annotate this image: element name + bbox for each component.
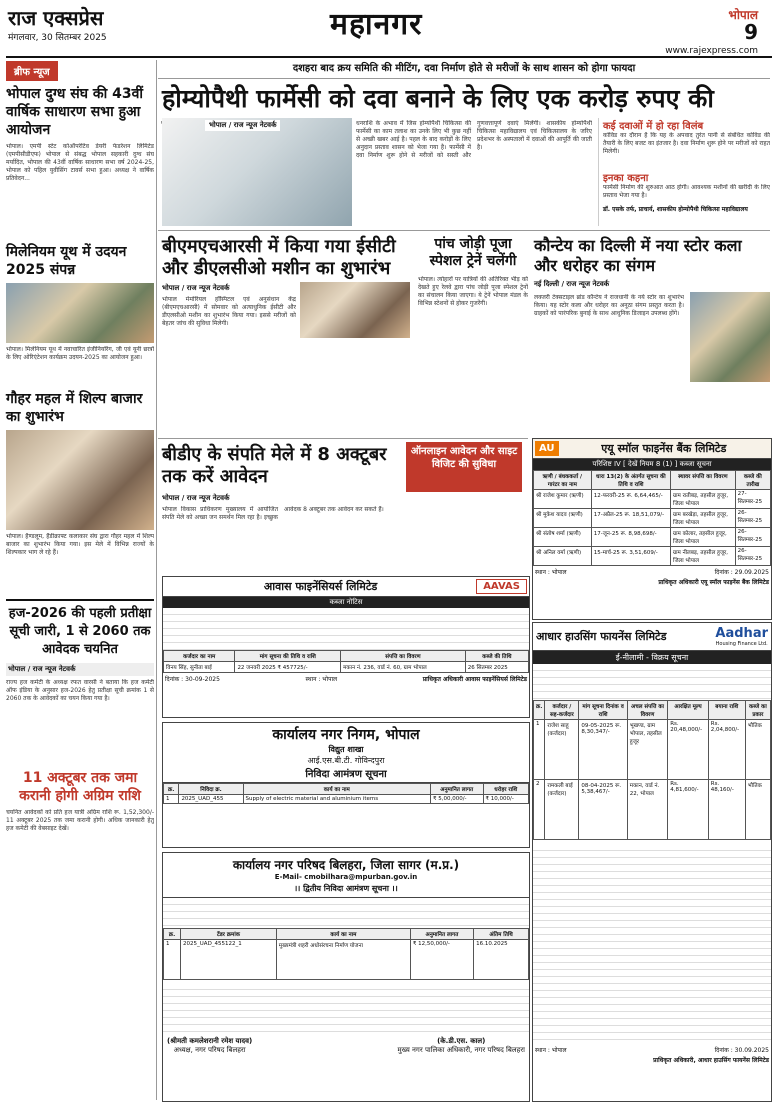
- banner-strip: दशहरा बाद क्रय समिति की मीटिंग, दवा निर्माण होते से मरीजों के साथ शासन को होगा फायदा: [158, 60, 770, 79]
- brief-item-text: भोपाल। मिलेनियम यूथ में नवाचारित इंजीनियरिंग, जी एवं यूनी छात्रों के लिए ओरिएंटेशन कार्यक्रम उदयन-2025 का आयोजन हुआ।: [6, 346, 154, 361]
- nigam-col-header: क्र.: [164, 784, 179, 795]
- aavas-subtitle: कब्जा नोटिस: [163, 597, 529, 608]
- header-divider: [6, 56, 772, 58]
- website-link[interactable]: www.rajexpress.com: [665, 46, 758, 56]
- aadhar-notice-body: [533, 664, 771, 700]
- hajj-subheadline: 11 अक्टूबर तक जमा करानी होगी अग्रिम राशि: [19, 770, 141, 804]
- bilhara-sign-left-role: अध्यक्ष, नगर परिषद बिलहरा: [173, 1046, 246, 1054]
- bilhara-email: E-Mail- cmobilhara@mpurban.gov.in: [274, 873, 418, 881]
- table-row: [534, 509, 771, 528]
- table-row: [164, 662, 529, 673]
- aavas-notice-body: [163, 608, 529, 650]
- aadhar-sign: प्राधिकृत अधिकारी, आधार हाउसिंग फायनेंस लिमिटेड: [653, 1057, 769, 1064]
- bilhara-cell: मुख्यमंत्री शहरी अधोसंरचना निर्माण योजना: [276, 940, 410, 980]
- nigam-table: [163, 783, 529, 804]
- city-label: भोपाल: [728, 8, 758, 22]
- aadhar-ad: [532, 622, 772, 1102]
- bilhara-col-header: क्र.: [164, 929, 181, 940]
- aadhar-cell: भौतिक: [745, 720, 770, 780]
- au-place: स्थान : भोपाल: [535, 569, 567, 576]
- quote-text: फार्मेसी निर्माण की शुरुआत आठ होगी। आवश्यक मशीनों की खरीदी के लिए प्रस्ताव भेजा गया है।: [603, 184, 770, 199]
- aadhar-subtitle: ई-नीलामी - विक्रय सूचना: [533, 651, 771, 664]
- lead-text: धनराशि के अभाव में जिस होम्योपैथी चिकित्सा की फार्मेसी का काम तलाश का उनके लिए भी कुछ नहीं से अच्छी खबर आई है। पहल के बाद करोड़ों के लिए अनुदान प्रस्ताव शासन को भेजा गया है। फार्मेसी में दवा निर्माण शुरू होने से मरीजों को सस्ती और गुणवत्तापूर्ण दवाएं मिलेंगी। शासकीय होम्योपैथी चिकित्सा महाविद्यालय एवं चिकित्सालय के जरिए प्रदेशभर के अस्पतालों में दवाओं की आपूर्ति की जाती है।: [356, 120, 592, 159]
- aavas-col-header: कब्जे की तिथि: [465, 651, 528, 662]
- nigam-cell: ₹ 5,00,000/-: [430, 795, 483, 804]
- bilhara-table: [163, 928, 529, 980]
- aadhar-col-header: आरक्षित मूल्य: [668, 701, 709, 720]
- aavas-logo: AAVAS: [476, 579, 527, 594]
- hajj-text: राज्य हज कमेटी के अध्यक्ष रफत वारसी ने बताया कि हज कमेटी ऑफ इंडिया के अनुसार हज-2026 हेतु प्रतीक्षा सूची क्रमांक 1 से 2060 तक के आवेदकों का चयन किया गया है।: [6, 679, 154, 702]
- section-divider: [158, 438, 528, 439]
- au-cell: श्री अनिल वर्मा (ऋणी): [534, 547, 592, 566]
- brief-item-title: मिलेनियम यूथ में उदयन 2025 संपन्न: [6, 244, 127, 278]
- bilhara-cell: 2025_UAD_455122_1: [181, 940, 277, 980]
- bilhara-notice: ।। द्वितीय निविदा आमंत्रण सूचना ।।: [294, 884, 398, 893]
- au-logo: AU: [535, 441, 559, 456]
- hajj-headline: हज-2026 की पहली प्रतीक्षा सूची जारी, 1 से 2060 तक आवेदक चयनित: [8, 606, 152, 657]
- lead-sidebar: [598, 118, 770, 226]
- bda-badge: ऑनलाइन आवेदन और साइट विजिट की सुविधा: [406, 442, 522, 492]
- au-cell: 27-सितम्बर-25: [735, 490, 770, 509]
- au-title: एयू स्मॉल फाइनेंस बैंक लिमिटेड: [601, 442, 727, 455]
- section-divider: [158, 230, 770, 231]
- bilhara-sign-left: (श्रीमती कमलेशरानी रमेश यादव): [167, 1037, 253, 1045]
- au-table: [533, 470, 771, 566]
- aadhar-cell: भौतिक: [745, 780, 770, 840]
- aavas-place: स्थान : भोपाल: [305, 676, 338, 683]
- trains-headline: पांच जोड़ी पूजा स्पेशल ट्रेनें चलेंगी: [429, 236, 517, 269]
- aadhar-place: स्थान : भोपाल: [535, 1047, 567, 1054]
- aadhar-col-header: अचल संपत्ति का विवरण: [627, 701, 667, 720]
- bilhara-cell: 1: [164, 940, 181, 980]
- au-cell: श्री राजेश कुमार (ऋणी): [534, 490, 592, 509]
- aadhar-table: [533, 700, 771, 840]
- store-byline: नई दिल्ली / राज न्यूज नेटवर्क: [534, 280, 610, 288]
- table-row: [534, 720, 771, 780]
- issue-date: मंगलवार, 30 सितम्बर 2025: [8, 33, 107, 43]
- aadhar-cell: Rs. 48,160/-: [708, 780, 745, 840]
- sidebar-text: कोविड का दौरान है कि यह के अपवाद तुरंत पानी से संबंधित कोविड की तैयारी के लिए बजट का इंतजार है। दवा निर्माण शुरू होने पर मरीजों को राहत मिलेगी।: [603, 132, 770, 155]
- aavas-ad: [162, 576, 530, 718]
- bmhrc-byline: भोपाल / राज न्यूज नेटवर्क: [162, 284, 230, 292]
- aavas-sign: प्राधिकृत अधिकारी आवास फाइनेंसियर्स लिमिटेड: [422, 676, 527, 683]
- bilhara-col-header: कार्य का नाम: [276, 929, 410, 940]
- au-col-header: ऋणी / बंधककर्ता / गारंटर का नाम: [534, 471, 592, 490]
- bilhara-col-header: टेंडर क्रमांक: [181, 929, 277, 940]
- aadhar-cell: राजेश साहू (कर्जदार): [545, 720, 579, 780]
- store-text: लक्जरी टेक्सटाइल ब्रांड कौन्टेय ने राजधानी के नये स्टोर का शुभारंभ किया। यह स्टोर कला और धरोहर का अनूठा संगम प्रस्तुत करता है। ग्राहकों को पारंपरिक बुनाई के साथ आधुनिक डिजाइन उपलब्ध होंगे।: [534, 294, 684, 317]
- au-sign: प्राधिकृत अधिकारी एयू स्मॉल फाइनेंस बैंक लिमिटेड: [658, 579, 769, 586]
- brief-news-tag: ब्रीफ न्यूज: [6, 61, 58, 81]
- event-photo: [6, 283, 154, 343]
- brief-item-title: भोपाल दुग्ध संघ की 43वीं वार्षिक साधारण सभा हुआ आयोजन: [6, 86, 144, 138]
- bmhrc-headline: बीएमएचआरसी में किया गया ईसीटी और डीएलसीओ मशीन का शुभारंभ: [162, 236, 396, 279]
- bilhara-terms: [163, 983, 529, 1033]
- aadhar-cell: Rs. 4,81,600/-: [668, 780, 709, 840]
- lead-byline: भोपाल / राज न्यूज नेटवर्क: [205, 120, 280, 131]
- bilhara-sign-right: (के.डी.एस. काल): [437, 1037, 486, 1045]
- nigam-notice: निविदा आमंत्रण सूचना: [305, 769, 387, 780]
- aadhar-col-header: कब्जे का प्रकार: [745, 701, 770, 720]
- nigam-cell: 1: [164, 795, 179, 804]
- section-title: महानगर: [330, 7, 423, 42]
- aadhar-cell: 1: [534, 720, 545, 780]
- au-col-header: कब्जे की तारीख: [735, 471, 770, 490]
- au-cell: ग्राम बरखेड़ा, तहसील हुजूर, जिला भोपाल: [671, 509, 736, 528]
- nigam-title: कार्यालय नगर निगम, भोपाल: [272, 727, 420, 743]
- byline: भोपाल / राज न्यूज नेटवर्क: [6, 663, 154, 676]
- bilhara-col-header: अनुमानित लागत: [410, 929, 473, 940]
- aavas-cell: 26 सितम्बर 2025: [465, 662, 528, 673]
- aadhar-cell: रामकली बाई (कर्जदार): [545, 780, 579, 840]
- brief-item-text: भोपाल। हैण्डलूम, हैंडीक्राफ्ट कलाकार संघ द्वारा गौहर महल में शिल्प बाजार का शुभारंभ किया गया। इस मेले में विभिन्न राज्यों के शिल्पकार भाग ले रहे हैं।: [6, 533, 154, 556]
- au-subtitle: परिशिष्ट IV [ देखें नियम 8 (1) ] कब्जा सूचना: [533, 459, 771, 470]
- au-col-header: धारा 13(2) के अंतर्गत सूचना की तिथि व राशि: [591, 471, 670, 490]
- newspaper-name: राज एक्सप्रेस: [8, 6, 104, 30]
- aavas-table: [163, 650, 529, 673]
- au-cell: 17-अप्रैल-25 रू. 18,51,079/-: [591, 509, 670, 528]
- bda-text: भोपाल विकास प्राधिकरण मुख्यालय में आयोजित संपति मेले को अच्छा जन समर्थन मिल रहा है। इच्छुक आवेदक 8 अक्टूबर तक आवेदन कर सकते हैं।: [162, 506, 384, 521]
- lead-headline: होम्योपैथी फार्मेसी को दवा बनाने के लिए एक करोड़ रुपए की: [162, 84, 714, 113]
- aadhar-col-header: क्र.: [534, 701, 545, 720]
- aadhar-date: दिनांक : 30.09.2025: [714, 1047, 769, 1054]
- bmhrc-text: भोपाल मेमोरियल हॉस्पिटल एवं अनुसंधान केंद्र (बीएमएचआरसी) में सोमवार को अत्याधुनिक ईसीटी और डीएलसीओ मशीन का शुभारंभ किया गया। इससे मरीजों को बेहतर जांच की सुविधा मिलेगी।: [162, 296, 296, 327]
- store-photo: [690, 292, 770, 382]
- bilhara-notice-body: [163, 898, 529, 928]
- column-divider: [156, 60, 157, 1100]
- aavas-col-header: मांग सूचना की तिथि व राशि: [235, 651, 341, 662]
- table-row: [164, 940, 529, 980]
- quote-title: इनका कहना: [603, 173, 649, 184]
- trains-text: भोपाल। त्योहारों पर यात्रियों की अतिरिक्त भीड़ को देखते हुए रेलवे द्वारा पांच जोड़ी पूजा स्पेशल ट्रेनों का संचालन किया जाएगा। ये ट्रेनें भोपाल मंडल के विभिन्न स्टेशनों से होकर गुजरेंगी।: [418, 276, 528, 307]
- aadhar-col-header: बयाना राशि: [708, 701, 745, 720]
- table-row: [534, 780, 771, 840]
- table-row: [534, 490, 771, 509]
- aadhar-terms: [533, 844, 771, 1044]
- au-date: दिनांक : 29.09.2025: [714, 569, 769, 576]
- au-bank-ad: [532, 438, 772, 620]
- nigam-col-header: निविदा क्र.: [179, 784, 243, 795]
- table-row: [164, 795, 529, 804]
- nigam-col-header: अनुमानित लागत: [430, 784, 483, 795]
- aadhar-cell: मकान, वार्ड नं. 22, भोपाल: [627, 780, 667, 840]
- nigam-subtitle: आई.एस.बी.टी. गोविन्दपुरा: [307, 756, 385, 765]
- nigam-cell: Supply of electric material and aluminium items: [243, 795, 430, 804]
- bilhara-ad: [162, 852, 530, 1102]
- aadhar-logo: Aadhar: [715, 626, 768, 641]
- medicine-photo: [162, 118, 352, 226]
- nagar-nigam-ad: [162, 722, 530, 848]
- aavas-title: आवास फाइनेंसियर्स लिमिटेड: [263, 580, 378, 593]
- aadhar-cell: Rs. 20,48,000/-: [668, 720, 709, 780]
- brief-column: [6, 60, 154, 1009]
- bilhara-cell: 16.10.2025: [474, 940, 529, 980]
- aadhar-logo-sub: Housing Finance Ltd.: [715, 641, 768, 647]
- aadhar-col-header: कर्जदार / सह-कर्जदार: [545, 701, 579, 720]
- au-col-header: स्थावर संपत्ति का विवरण: [671, 471, 736, 490]
- aavas-col-header: कर्जदार का नाम: [164, 651, 235, 662]
- hajj-subtext: चयनित आवेदकों को प्रति हज यात्री अग्रिम राशि रू. 1,52,300/- 11 अक्टूबर 2025 तक जमा करानी होगी। अधिक जानकारी हेतु हज कमेटी की वेबसाइट देखें।: [6, 809, 154, 832]
- nigam-cell: ₹ 10,000/-: [483, 795, 528, 804]
- bilhara-cell: ₹ 12,50,000/-: [410, 940, 473, 980]
- aavas-date: दिनांक : 30-09-2025: [165, 676, 220, 683]
- au-cell: 12-फरवरी-25 रू. 6,64,465/-: [591, 490, 670, 509]
- aavas-cell: विनय सिंह, सुनीता बाई: [164, 662, 235, 673]
- aavas-col-header: संपत्ति का विवरण: [341, 651, 466, 662]
- sidebar-title: कई दवाओं में हो रहा विलंब: [603, 121, 704, 132]
- au-cell: 26-सितम्बर-25: [735, 547, 770, 566]
- bda-headline: बीडीए के संपति मेले में 8 अक्टूबर तक करें आवेदन: [162, 444, 387, 487]
- table-row: [534, 528, 771, 547]
- aadhar-cell: 09-05-2025 रू. 8,30,347/-: [579, 720, 627, 780]
- bilhara-col-header: अंतिम तिथि: [474, 929, 529, 940]
- quote-author: डॉ. एसके तर्फ, प्राचार्य, शासकीय होम्योपैथी चिकित्सा महाविद्यालय: [603, 206, 748, 213]
- aavas-cell: मकान नं. 236, वार्ड नं. 60, ग्राम भोपाल: [341, 662, 466, 673]
- nigam-dept: विद्युत शाखा: [328, 745, 364, 754]
- store-headline: कौन्टेय का दिल्ली में नया स्टोर कला और धरोहर का संगम: [534, 236, 742, 275]
- nigam-cell: 2025_UAD_455: [179, 795, 243, 804]
- aadhar-col-header: मांग सूचना दिनांक व राशि: [579, 701, 627, 720]
- bda-byline: भोपाल / राज न्यूज नेटवर्क: [162, 494, 230, 502]
- bmhrc-photo: [300, 282, 410, 338]
- au-cell: 26-सितम्बर-25: [735, 509, 770, 528]
- au-cell: 15-मार्च-25 रू. 3,51,609/-: [591, 547, 670, 566]
- au-cell: श्री संतोष शर्मा (ऋणी): [534, 528, 592, 547]
- event-photo: [6, 430, 154, 530]
- aadhar-cell: 08-04-2025 रू. 5,38,467/-: [579, 780, 627, 840]
- brief-item-title: गौहर महल में शिल्प बाजार का शुभारंभ: [6, 391, 143, 425]
- au-cell: ग्राम कोलार, तहसील हुजूर, जिला भोपाल: [671, 528, 736, 547]
- aadhar-cell: 2: [534, 780, 545, 840]
- aadhar-cell: भूखण्ड, ग्राम भोपाल, तहसील हुजूर: [627, 720, 667, 780]
- nigam-col-header: धरोहर राशि: [483, 784, 528, 795]
- au-cell: ग्राम नीलबड़, तहसील हुजूर, जिला भोपाल: [671, 547, 736, 566]
- au-cell: श्री मुकेश यादव (ऋणी): [534, 509, 592, 528]
- au-cell: 26-सितम्बर-25: [735, 528, 770, 547]
- table-row: [534, 547, 771, 566]
- aadhar-cell: Rs. 2,04,800/-: [708, 720, 745, 780]
- au-cell: ग्राम रातीबड़, तहसील हुजूर, जिला भोपाल: [671, 490, 736, 509]
- nigam-col-header: कार्य का नाम: [243, 784, 430, 795]
- bilhara-title: कार्यालय नगर परिषद बिलहरा, जिला सागर (म.प्र.): [232, 858, 460, 872]
- au-cell: 17-जून-25 रू. 8,98,698/-: [591, 528, 670, 547]
- aadhar-title: आधार हाउसिंग फायनेंस लिमिटेड: [536, 630, 667, 643]
- page-number: 9: [744, 20, 758, 44]
- brief-item-text: भोपाल। एमपी स्टेट कोऑपरेटिव डेयरी फेडरेशन लिमिटेड (एमपीसीडीएफ) भोपाल से संबद्ध भोपाल सहकारी दुग्ध संघ मर्यादित, भोपाल की 43वीं वार्षिक साधारण सभा वर्ष 2024-25, भोपाल को पहिल युवीसिंग टावर्स सभा हुआ। अध्यक्ष ने वार्षिक प्रतिवेदन...: [6, 143, 154, 182]
- bilhara-sign-right-role: मुख्य नगर पालिका अधिकारी, नगर परिषद बिलहरा: [397, 1046, 525, 1054]
- aavas-cell: 22 जनवरी 2025 ₹ 457725/-: [235, 662, 341, 673]
